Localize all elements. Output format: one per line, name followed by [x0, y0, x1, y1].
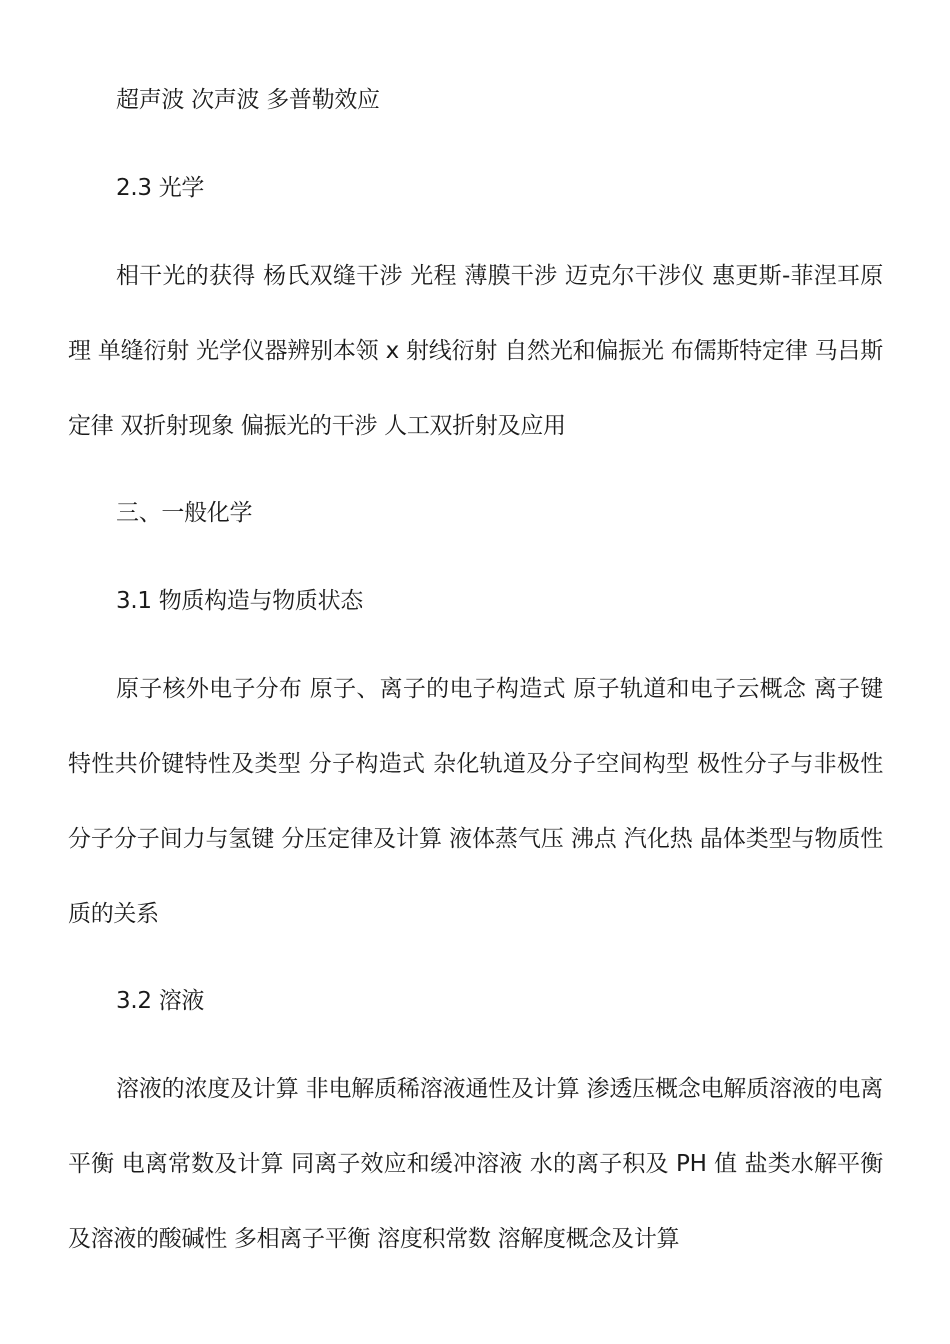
acoustics-topics-paragraph: 超声波 次声波 多普勒效应 — [116, 87, 380, 113]
optics-topics-paragraph: 相干光的获得 杨氏双缝干涉 光程 薄膜干涉 迈克尔干涉仪 惠更斯-菲涅耳原理 单缝衍射 光学仪器辨别本领 x 射线衍射 自然光和偏振光 布儒斯特定律 马吕斯定律 双折射现象 偏振光的干涉 人工双折射及应用 — [68, 263, 883, 439]
part-heading-general-chemistry: 三、一般化学 — [116, 500, 253, 526]
section-heading-matter-structure: 3.1 物质构造与物质状态 — [116, 588, 363, 614]
section-heading-solution: 3.2 溶液 — [116, 988, 205, 1014]
solution-topics-paragraph: 溶液的浓度及计算 非电解质稀溶液通性及计算 渗透压概念电解质溶液的电离平衡 电离常数及计算 同离子效应和缓冲溶液 水的离子积及 PH 值 盐类水解平衡及溶液的酸碱性 多相离子平衡 溶度积常数 溶解度概念及计算 — [68, 1076, 883, 1252]
section-heading-optics: 2.3 光学 — [116, 175, 205, 201]
structure-topics-paragraph: 原子核外电子分布 原子、离子的电子构造式 原子轨道和电子云概念 离子键特性共价键特性及类型 分子构造式 杂化轨道及分子空间构型 极性分子与非极性分子分子间力与氢键 分压定律及计算 液体蒸气压 沸点 汽化热 晶体类型与物质性质的关系 — [68, 676, 883, 927]
